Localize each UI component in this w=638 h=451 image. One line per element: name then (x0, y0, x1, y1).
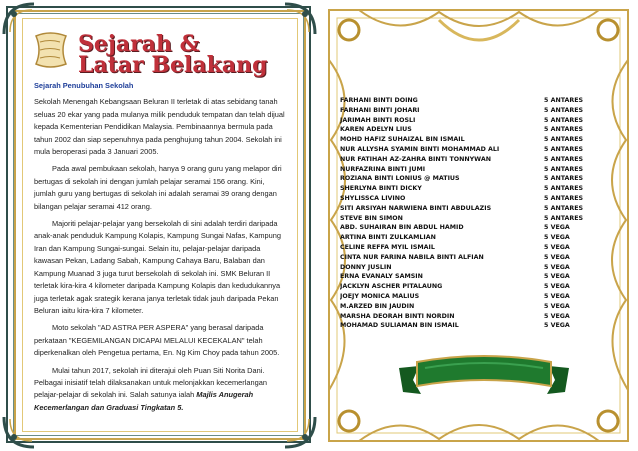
student-name: MOHD HAFIZ SUHAIZAL BIN ISMAIL (340, 136, 465, 144)
student-class: 5 VEGA (544, 224, 570, 232)
student-list (340, 96, 600, 331)
student-class: 5 ANTARES (544, 155, 584, 163)
student-name: SHERLYNA BINTI DICKY (340, 185, 422, 193)
student-row (340, 321, 600, 331)
student-row (340, 272, 600, 282)
paragraph-2: Pada awal pembukaan sekolah, hanya 9 orang guru yang melapor diri bertugas di sekolah ini dengan jumlah pelajar seramai 156 orang. Kini, jumlah guru yang bertugas di sekolah ini adalah seramai 39 orang dengan bilangan pelajar seramai 412 orang. (34, 164, 282, 211)
student-name: NUR ALLYSHA SYAMIN BINTI MOHAMMAD ALI (340, 145, 500, 153)
student-name: ERNA EVANALY SAMSIN (340, 273, 423, 281)
student-row (340, 312, 600, 322)
student-class: 5 VEGA (544, 283, 570, 291)
student-class: 5 VEGA (544, 273, 570, 281)
student-class: 5 ANTARES (544, 106, 584, 114)
student-class: 5 VEGA (544, 292, 570, 300)
section-heading: Sejarah Penubuhan Sekolah (34, 81, 134, 90)
student-name: NUR FATIHAH AZ-ZAHRA BINTI TONNYWAN (340, 155, 491, 163)
page-title (78, 31, 268, 78)
student-name: SITI ARSIYAH NARWIENA BINTI ABDULAZIS (340, 204, 492, 212)
history-text (34, 80, 288, 419)
student-class: 5 VEGA (544, 322, 570, 330)
student-row (340, 155, 600, 165)
student-row (340, 263, 600, 273)
corner-ornament-icon (283, 415, 317, 449)
student-row (340, 135, 600, 145)
paragraph-3: Majoriti pelajar-pelajar yang bersekolah di sini adalah terdiri daripada anak-anak penduduk Kampung Kolapis, Kampung Sungai Nafas, Kampung Iran dan Kampung Sungai-sungai. Selain itu, pelajar-pelajar daripada kawasan Pekan, Ladang Sabah, Kampung Cahaya Baru, Balaban dan Kampung Muanad 3 juga turut bersekolah di sekolah ini. SMK Beluran II terletak kira-kira 4 kilometer daripada Kampung Kolapis dan kedudukannya juga terletak agak srategik kerana janya terletak tidak jauh daripada Pekan Beluran iaitu kira-kira 7 kilometer. (34, 219, 281, 315)
student-name: M.ARZED BIN JAUDIN (340, 302, 415, 310)
paragraph-4: Moto sekolah "AD ASTRA PER ASPERA" yang berasal daripada perkataan "KEGEMILANGAN DICAPAI MELALUI KECEKALAN" telah diperkenalkan oleh Pengetua pertama, En. Ng Kim Choy pada tahun 2005. (34, 323, 280, 358)
student-name: NURFAZRINA BINTI JUMI (340, 165, 426, 173)
student-class: 5 VEGA (544, 302, 570, 310)
student-row (340, 174, 600, 184)
student-class: 5 ANTARES (544, 145, 584, 153)
student-row (340, 184, 600, 194)
student-class: 5 VEGA (544, 312, 570, 320)
student-name: CINTA NUR FARINA NABILA BINTI ALFIAN (340, 253, 484, 261)
student-name: DONNY JUSLIN (340, 263, 392, 271)
paragraph-5-text: Mulai tahun 2017, sekolah ini diterajui oleh Puan Siti Norita Dani. Pelbagai inisiatif telah dilaksanakan untuk melonjakkan kecemerlangan pelajar-pelajar di sekolah ini. Salah satunya ialah (34, 365, 267, 400)
student-class: 5 ANTARES (544, 175, 584, 183)
student-row (340, 253, 600, 263)
student-name: ABD. SUHAIRAN BIN ABDUL HAMID (340, 224, 464, 232)
student-class: 5 ANTARES (544, 194, 584, 202)
student-row (340, 116, 600, 126)
student-class: 5 ANTARES (544, 204, 584, 212)
student-class: 5 VEGA (544, 263, 570, 271)
student-row (340, 165, 600, 175)
student-row (340, 106, 600, 116)
student-row (340, 233, 600, 243)
student-name: FARHANI BINTI JOHARI (340, 106, 420, 114)
green-ribbon-banner (399, 354, 569, 400)
student-class: 5 ANTARES (544, 97, 584, 104)
student-name: MOHAMAD SULIAMAN BIN ISMAIL (340, 322, 459, 330)
title-line-2: Latar Belakang (78, 52, 268, 78)
student-class: 5 ANTARES (544, 214, 584, 222)
student-row (340, 214, 600, 224)
student-name: MARSHA DEORAH BINTI NORDIN (340, 312, 455, 320)
corner-ornament-icon (2, 415, 36, 449)
student-class: 5 ANTARES (544, 116, 584, 124)
corner-ornament-icon (283, 2, 317, 36)
student-name: FARHANI BINTI DOING (340, 97, 418, 104)
student-class: 5 ANTARES (544, 185, 584, 193)
student-name: JACKLYN ASCHER PITALAUNG (340, 283, 443, 291)
student-class: 5 VEGA (544, 243, 570, 251)
student-name: CELINE REFFA MYIL ISMAIL (340, 243, 435, 251)
student-class: 5 ANTARES (544, 126, 584, 134)
award-ceremony-name: Majlis Anugerah Kecemerlangan dan Graduasi Tingkatan 5. (34, 390, 254, 412)
student-row (340, 302, 600, 312)
title-line-1: Sejarah & (78, 31, 200, 57)
student-row (340, 96, 600, 106)
student-class: 5 ANTARES (544, 165, 584, 173)
scroll-ornament-icon (30, 30, 72, 70)
student-name: STEVE BIN SIMON (340, 214, 403, 222)
student-row (340, 145, 600, 155)
student-row (340, 243, 600, 253)
student-name: SHYLISSCA LIVINO (340, 194, 406, 202)
paragraph-1: Sekolah Menengah Kebangsaan Beluran II terletak di atas sebidang tanah seluas 20 ekar yang pada mulanya milik penduduk tempatan dan telah dijual kepada Kementerian Pendidikan Malaysia. Pembinaannya bermula pada tahun 2002 dan siap sepenuhnya pada penghujung tahun 2004. Sekolah ini mula beroperasi pada 3 Januari 2005. (34, 97, 285, 157)
student-row (340, 282, 600, 292)
paragraph-5 (34, 365, 288, 415)
student-name: JOEJY MONICA MALIUS (340, 292, 420, 300)
student-row (340, 292, 600, 302)
student-class: 5 VEGA (544, 253, 570, 261)
student-name: JARIMAH BINTI ROSLI (340, 116, 416, 124)
student-row (340, 223, 600, 233)
student-row (340, 204, 600, 214)
student-class: 5 VEGA (544, 234, 570, 242)
student-class: 5 ANTARES (544, 136, 584, 144)
student-row (340, 194, 600, 204)
student-name: ROZIANA BINTI LONIUS @ MATIUS (340, 175, 460, 183)
student-name: ARTINA BINTI ZULKAMLIAN (340, 234, 436, 242)
student-name: KAREN ADELYN LIUS (340, 126, 412, 134)
student-row (340, 125, 600, 135)
